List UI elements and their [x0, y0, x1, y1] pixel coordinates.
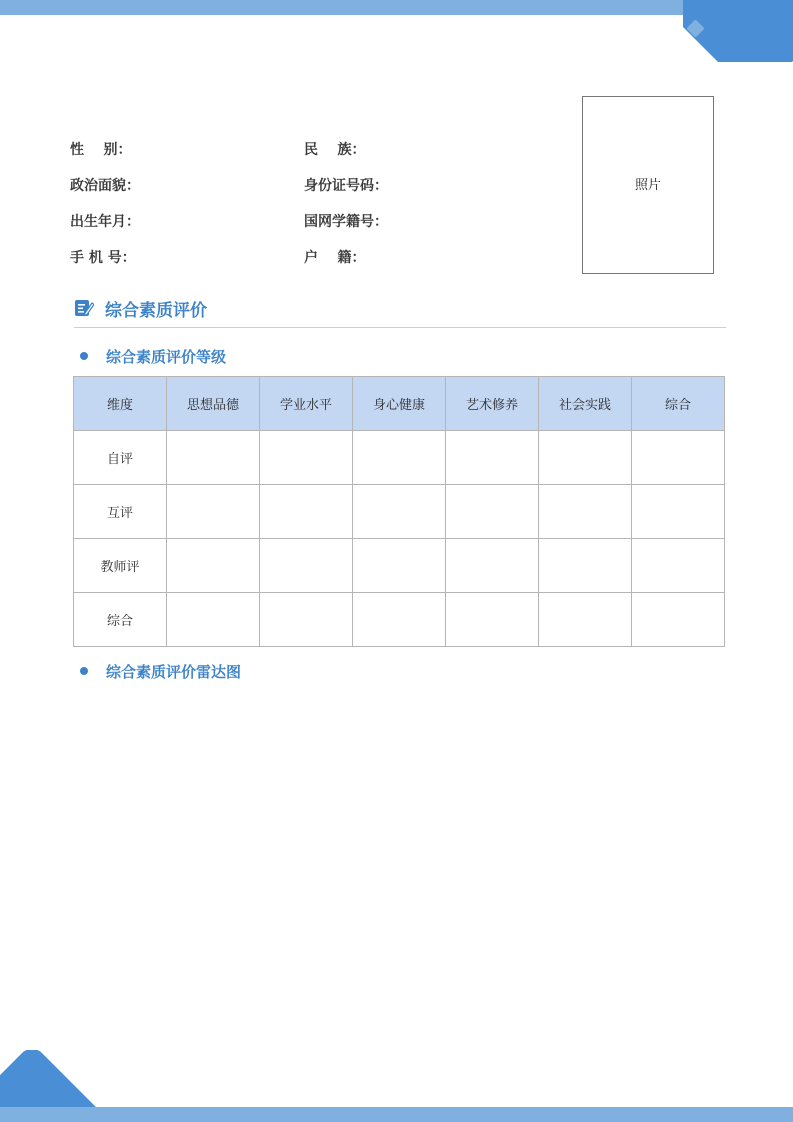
row-label: 综合 — [74, 593, 167, 647]
table-header-row — [74, 377, 725, 431]
grade-cell[interactable] — [260, 593, 353, 647]
row-label: 互评 — [74, 485, 167, 539]
birth-date-label: 出生年月： — [70, 214, 140, 230]
grade-cell[interactable] — [167, 593, 260, 647]
political-status-label: 政治面貌： — [70, 178, 140, 194]
grade-cell[interactable] — [632, 593, 725, 647]
grade-cell[interactable] — [260, 539, 353, 593]
row-label: 自评 — [74, 431, 167, 485]
grades-subtitle: 综合素质评价等级 — [106, 348, 227, 366]
grade-cell[interactable] — [632, 539, 725, 593]
grade-cell[interactable] — [353, 431, 446, 485]
grade-cell[interactable] — [353, 539, 446, 593]
grade-cell[interactable] — [446, 431, 539, 485]
header-cell: 身心健康 — [353, 377, 446, 431]
id-number-label: 身份证号码： — [304, 178, 388, 194]
grade-cell[interactable] — [167, 485, 260, 539]
radar-subtitle: 综合素质评价雷达图 — [106, 663, 242, 681]
grade-cell[interactable] — [539, 485, 632, 539]
phone-label: 手 机 号： — [70, 250, 136, 266]
header-cell: 艺术修养 — [446, 377, 539, 431]
grade-cell[interactable] — [446, 539, 539, 593]
grade-cell[interactable] — [632, 485, 725, 539]
table-row — [74, 431, 725, 485]
grade-cell[interactable] — [167, 431, 260, 485]
grade-cell[interactable] — [539, 431, 632, 485]
header-cell: 维度 — [74, 377, 167, 431]
header-cell: 思想品德 — [167, 377, 260, 431]
bullet-dot — [80, 667, 88, 675]
grade-cell[interactable] — [446, 593, 539, 647]
row-label: 教师评 — [74, 539, 167, 593]
grade-cell[interactable] — [632, 431, 725, 485]
table-row — [74, 539, 725, 593]
bullet-dot — [80, 352, 88, 360]
gender-label: 性 别： — [70, 142, 132, 158]
top-decor-band — [0, 0, 793, 15]
grade-cell[interactable] — [539, 539, 632, 593]
header-cell: 综合 — [632, 377, 725, 431]
grade-cell[interactable] — [446, 485, 539, 539]
section-title: 综合素质评价 — [105, 301, 207, 321]
student-id-label: 国网学籍号： — [304, 214, 388, 230]
header-cell: 社会实践 — [539, 377, 632, 431]
table-row — [74, 485, 725, 539]
table-row — [74, 593, 725, 647]
ethnicity-label: 民 族： — [304, 142, 366, 158]
bottom-decor-band — [0, 1107, 793, 1122]
photo-placeholder — [582, 96, 714, 274]
grade-cell[interactable] — [167, 539, 260, 593]
household-label: 户 籍： — [304, 250, 366, 266]
photo-label: 照片 — [634, 177, 661, 193]
grade-cell[interactable] — [353, 593, 446, 647]
section-divider — [74, 327, 726, 328]
grades-table — [73, 376, 725, 647]
header-cell: 学业水平 — [260, 377, 353, 431]
edit-note-icon — [74, 298, 94, 318]
grade-cell[interactable] — [539, 593, 632, 647]
grade-cell[interactable] — [260, 431, 353, 485]
grade-cell[interactable] — [353, 485, 446, 539]
grade-cell[interactable] — [260, 485, 353, 539]
